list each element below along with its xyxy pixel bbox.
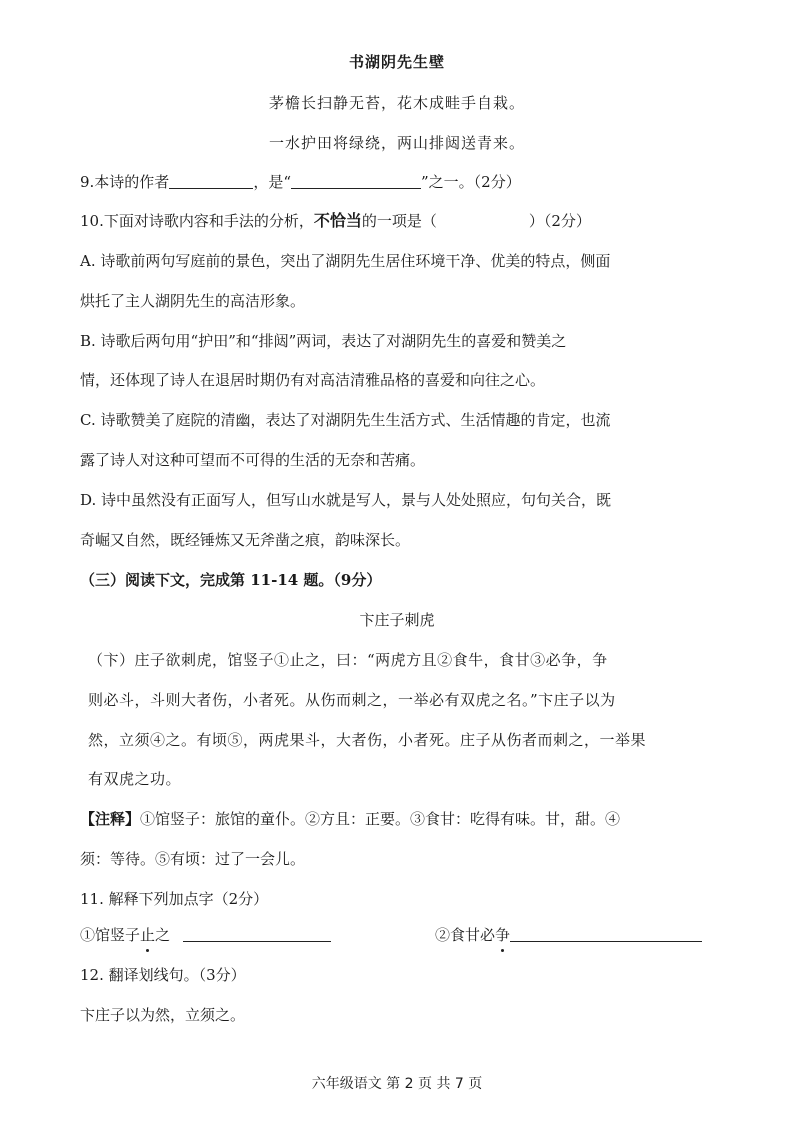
option-d-line-2: 奇崛又自然，既经锤炼又无斧凿之痕，韵味深长。 [80,531,411,549]
notes-label: 【注释】 [80,810,141,828]
poem-line-2: 一水护田将绿绕，两山排闼送青来。 [268,134,525,152]
q11-item-2-blank[interactable] [510,927,702,942]
q11-item-1-post: 之 [155,926,171,944]
notes-line-2: 须：等待。⑤有顷：过了一会儿。 [80,850,306,868]
q9-suffix: ”之一。（2分） [420,173,521,191]
q9-prefix: 9.本诗的作者 [80,173,170,191]
q9-author-blank[interactable] [169,174,253,189]
q11-item-2 [435,925,702,945]
option-a-line-1: A. 诗歌前两句写庭前的景色，突出了湖阴先生居住环境干净、优美的特点，侧面 [80,252,611,270]
q11-item-1-dotted-char: 止 [140,926,156,944]
page-footer: 六年级语文 第 2 页 共 7 页 [311,1076,483,1092]
q10-suffix: ）（2分） [528,212,591,230]
notes-text-1: ①馆竖子：旅馆的童仆。②方且：正要。③食甘：吃得有味。甘，甜。④ [140,810,621,828]
passage-title: 卞庄子刺虎 [359,611,435,629]
option-b-line-2: 情，还体现了诗人在退居时期仍有对高洁清雅品格的喜爱和向往之心。 [80,371,546,389]
passage-line-4: 有双虎之功。 [88,770,182,788]
question-9 [80,172,521,192]
passage-line-2: 则必斗，斗则大者伤，小者死。从伤而刺之，一举必有双虎之名。”卞庄子以为 [88,691,616,709]
option-b-line-1: B. 诗歌后两句用“护田”和“排闼”两词，表达了对湖阴先生的喜爱和赞美之 [80,332,567,350]
option-c-line-2: 露了诗人对这种可望而不可得的生活的无奈和苦痛。 [80,451,426,469]
option-a-line-2: 烘托了主人湖阴先生的高洁形象。 [80,292,306,310]
passage-line-3: 然，立须④之。有顷⑤，两虎果斗，大者伤，小者死。庄子从伤者而刺之，一举果 [88,731,647,749]
q11-item-2-dotted-char: 争 [495,926,511,944]
q10-prefix: 10.下面对诗歌内容和手法的分析， [80,212,314,230]
q11-item-2-pre: ②食甘必 [435,926,496,944]
q11-item-1-blank[interactable] [183,927,331,942]
option-d-line-1: D. 诗中虽然没有正面写人，但写山水就是写人，景与人处处照应，句句关合，既 [80,491,612,509]
question-10 [80,211,591,231]
q11-item-1 [80,925,331,945]
q12-sentence: 卞庄子以为然，立须之。 [80,1006,246,1024]
question-11-title: 11. 解释下列加点字（2分） [80,890,269,908]
q10-middle: 的一项是（ [361,212,437,230]
section-3-heading: （三）阅读下文，完成第 11-14 题。（9分） [80,571,382,589]
q9-group-blank[interactable] [291,174,421,189]
passage-line-1: （卞）庄子欲刺虎，馆竖子①止之，曰：“两虎方且②食牛，食甘③必争，争 [88,651,608,669]
option-c-line-1: C. 诗歌赞美了庭院的清幽，表达了对湖阴先生生活方式、生活情趣的肯定，也流 [80,411,611,429]
poem-title: 书湖阴先生壁 [348,53,445,71]
q11-item-1-pre: ①馆竖子 [80,926,141,944]
question-12-title: 12. 翻译划线句。（3分） [80,966,246,984]
q10-emphasis: 不恰当 [313,211,362,230]
q9-middle: ，是“ [253,173,291,191]
poem-line-1: 茅檐长扫静无苔，花木成畦手自栽。 [268,94,525,112]
notes-line-1 [80,809,620,829]
